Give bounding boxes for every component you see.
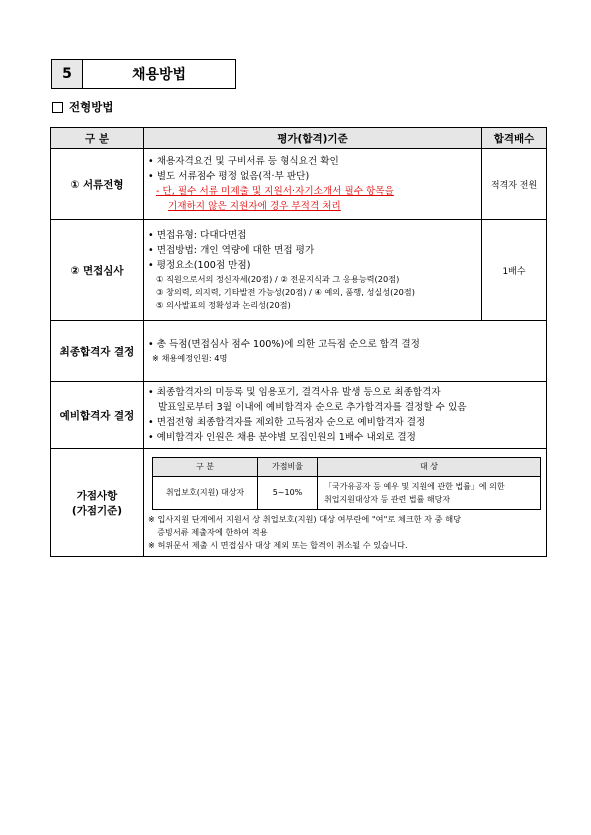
warning-line: - 단, 필수 서류 미제출 및 지원서·자기소개서 필수 항목을 xyxy=(156,186,394,197)
list-item: • 채용자격요건 및 구비서류 등 형식요건 확인 xyxy=(148,154,476,169)
row-content xyxy=(144,382,547,449)
list-item: • 최종합격자의 미등록 및 임용포기, 결격사유 발생 등으로 최종합격자 xyxy=(148,385,541,400)
list-item: • 면접방법: 개인 역량에 대한 면접 평가 xyxy=(148,243,476,258)
note-text: ※ 입사지원 단계에서 지원서 상 취업보호(지원) 대상 여부란에 "여"로 체크한 자 중 해당 xyxy=(148,513,462,524)
header-criteria: 평가(합격)기준 xyxy=(144,128,482,149)
bonus-header: 구 분 xyxy=(153,457,258,476)
row-category xyxy=(51,449,144,557)
table-header-row xyxy=(51,128,547,149)
subheading xyxy=(52,99,113,115)
list-item: • 면접유형: 다대다면접 xyxy=(148,228,476,243)
header-pass-ratio: 합격배수 xyxy=(482,128,547,149)
eval-item: ① 직원으로서의 정신자세(20점) / ② 전문지식과 그 응용능력(20점) xyxy=(156,274,400,284)
list-item: • 총 득점(면접심사 점수 100%)에 의한 고득점 순으로 합격 결정 xyxy=(148,337,541,352)
bonus-header-row xyxy=(153,457,541,476)
bonus-header: 가점비율 xyxy=(258,457,318,476)
bonus-cell: 취업보호(지원) 대상자 xyxy=(153,476,258,509)
warning-line: 기재하지 않은 지원자에 경우 부적격 처리 xyxy=(168,201,341,212)
note-text: ※ 허위문서 제출 시 면접심사 대상 제외 또는 합격이 취소될 수 있습니다. xyxy=(148,539,408,550)
row-content xyxy=(144,449,547,557)
subheading-text: 전형방법 xyxy=(69,100,114,114)
bonus-cell: 5~10% xyxy=(258,476,318,509)
row-pass: 적격자 전원 xyxy=(482,149,547,220)
header-category: 구 분 xyxy=(51,128,144,149)
category-line: (가점기준) xyxy=(71,504,123,517)
bonus-row xyxy=(153,476,541,509)
table-row xyxy=(51,149,547,220)
table-row xyxy=(51,449,547,557)
list-item-continued: 발표일로부터 3월 이내에 예비합격자 순으로 추가합격자를 결정할 수 있음 xyxy=(158,402,467,413)
eval-item: ⑤ 의사발표의 정확성과 논리성(20점) xyxy=(156,300,291,310)
bonus-header: 대 상 xyxy=(318,457,541,476)
bonus-target-line: 취업지원대상자 등 관련 법률 해당자 xyxy=(324,494,451,504)
section-number: 5 xyxy=(52,60,83,88)
row-content xyxy=(144,321,547,382)
category-line: 가점사항 xyxy=(76,489,118,502)
eval-item: ③ 창의력, 의지력, 기타발전 가능성(20점) / ④ 예의, 품행, 성실성(20점) xyxy=(156,287,415,297)
table-row xyxy=(51,321,547,382)
note-text: 증빙서류 제출자에 한하여 적용 xyxy=(157,526,268,537)
bonus-target-line: 「국가유공자 등 예우 및 지원에 관한 법률」에 의한 xyxy=(324,481,505,491)
row-category: 예비합격자 결정 xyxy=(51,382,144,449)
row-category: 최종합격자 결정 xyxy=(51,321,144,382)
list-item: • 예비합격자 인원은 채용 분야별 모집인원의 1배수 내외로 결정 xyxy=(148,430,541,445)
row-content xyxy=(144,220,482,321)
bonus-cell xyxy=(318,476,541,509)
table-row xyxy=(51,220,547,321)
row-category: ② 면접심사 xyxy=(51,220,144,321)
list-item: • 별도 서류점수 평정 없음(적·부 판단) xyxy=(148,169,476,184)
list-item: • 평정요소(100점 만점) xyxy=(148,258,476,273)
list-item: • 면접전형 최종합격자를 제외한 고득점자 순으로 예비합격자 결정 xyxy=(148,415,541,430)
row-content xyxy=(144,149,482,220)
note-text: ※ 채용예정인원: 4명 xyxy=(152,353,228,363)
bonus-table xyxy=(152,457,541,510)
warning-text xyxy=(148,184,476,214)
selection-method-table xyxy=(50,127,547,557)
section-header xyxy=(51,59,236,89)
section-title: 채용방법 xyxy=(131,67,187,83)
row-pass: 1배수 xyxy=(482,220,547,321)
table-row xyxy=(51,382,547,449)
row-category: ① 서류전형 xyxy=(51,149,144,220)
checkbox-square-icon xyxy=(52,102,63,113)
